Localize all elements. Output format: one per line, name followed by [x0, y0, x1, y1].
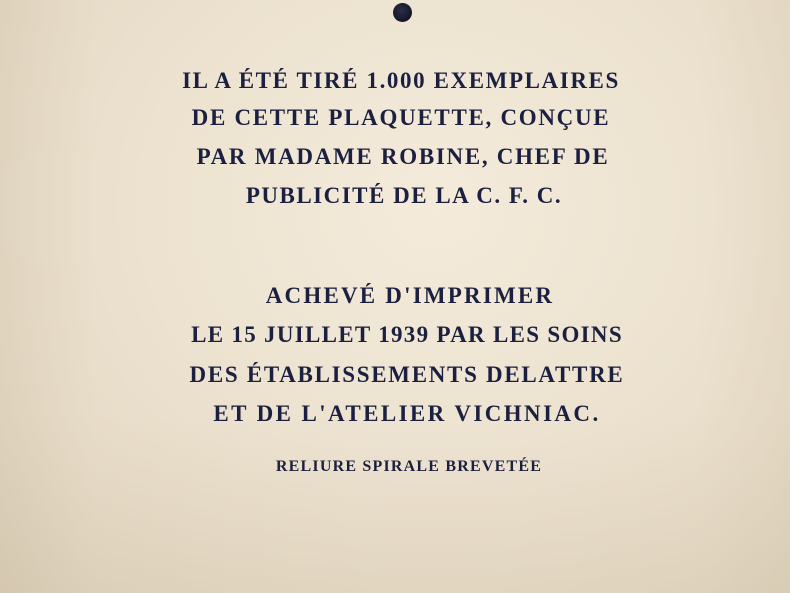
printing-line-2: LE 15 JUILLET 1939 PAR LES SOINS: [191, 322, 623, 347]
edition-line-3: PAR MADAME ROBINE, CHEF DE: [196, 144, 610, 169]
edition-line-4: PUBLICITÉ DE LA C. F. C.: [245, 183, 563, 208]
punch-hole: [393, 3, 412, 22]
printing-line-3: DES ÉTABLISSEMENTS DELATTRE: [189, 362, 625, 387]
binding-note: RELIURE SPIRALE BREVETÉE: [275, 458, 543, 475]
edition-line-1: IL A ÉTÉ TIRÉ 1.000 EXEMPLAIRES: [182, 68, 620, 93]
edition-line-2: DE CETTE PLAQUETTE, CONÇUE: [191, 105, 611, 130]
printing-line-1: ACHEVÉ D'IMPRIMER: [265, 283, 555, 308]
printing-line-4: ET DE L'ATELIER VICHNIAC.: [213, 401, 601, 426]
